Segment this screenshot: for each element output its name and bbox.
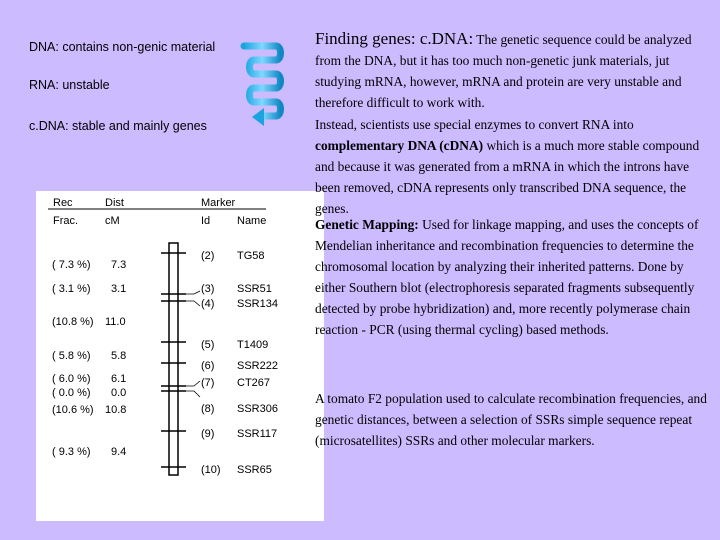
finding-genes-title: Finding genes: c.DNA: — [315, 29, 474, 48]
tomato-body: A tomato F2 population used to calculate recombination frequencies, and genetic distances, between a selection of SSRs simple sequence repeat (microsatellites) SSRs and other molecular markers. — [315, 391, 707, 448]
rec-frac: ( 7.3 %) — [52, 259, 91, 271]
dist-cm: 5.8 — [111, 350, 127, 362]
marker-id: (3) — [201, 283, 215, 295]
dist-cm: 9.4 — [111, 446, 127, 458]
header-id: Id — [201, 215, 211, 227]
marker-name: TG58 — [237, 250, 265, 262]
header-frac: Frac. — [53, 215, 79, 227]
genetic-mapping-body: Used for linkage mapping, and uses the concepts of Mendelian inheritance and recombination frequencies to determine the chromosomal location by analyzing their inherited patterns. Done by either Southern blot (electrophoresis separated fragments subsequently detected by probe hybridization) and, more recently polymerase chain reaction - PCR (using thermal cycling) based methods. — [315, 217, 699, 337]
dna-label: DNA: contains non-genic material — [29, 40, 216, 54]
header-cm: cM — [105, 215, 120, 227]
marker-name: SSR134 — [237, 298, 278, 310]
marker-name: SSR65 — [237, 464, 272, 476]
dist-cm: 7.3 — [111, 259, 127, 271]
cdna-text-a: Instead, scientists use special enzymes to convert RNA into — [315, 117, 634, 132]
rec-frac: ( 0.0 %) — [52, 387, 91, 399]
dist-cm: 0.0 — [111, 387, 127, 399]
marker-name: SSR51 — [237, 283, 272, 295]
rec-frac: ( 9.3 %) — [52, 446, 91, 458]
marker-name: SSR117 — [237, 428, 278, 440]
marker-name: CT267 — [237, 377, 271, 389]
dist-cm: 3.1 — [111, 283, 127, 295]
cdna-term: complementary DNA (cDNA) — [315, 138, 484, 153]
header-dist: Dist — [105, 197, 124, 209]
marker-id: (6) — [201, 360, 215, 372]
rec-frac: (10.8 %) — [52, 316, 94, 328]
rna-label: RNA: unstable — [29, 78, 110, 92]
marker-id: (4) — [201, 298, 215, 310]
rec-frac: ( 3.1 %) — [52, 283, 91, 295]
dist-cm: 10.8 — [105, 404, 127, 416]
marker-name: SSR306 — [237, 403, 278, 415]
marker-id: (8) — [201, 403, 215, 415]
paragraph-finding-genes — [315, 28, 713, 113]
header-rec: Rec — [53, 197, 73, 209]
marker-id: (10) — [201, 464, 221, 476]
linkage-map — [36, 191, 324, 521]
paragraph-genetic-mapping — [315, 214, 713, 340]
header-name: Name — [237, 215, 267, 227]
marker-name: SSR222 — [237, 360, 278, 372]
dist-cm: 6.1 — [111, 373, 127, 385]
chromosome-bar — [169, 243, 178, 475]
genetic-mapping-term: Genetic Mapping: — [315, 217, 419, 232]
header-marker: Marker — [201, 197, 236, 209]
rec-frac: (10.6 %) — [52, 404, 94, 416]
cdna-text-b: which is a much more stable compound and because it was generated from a mRNA in which the introns have been removed, cDNA represents only transcribed DNA sequence, the genes. — [315, 138, 700, 216]
rec-frac: ( 5.8 %) — [52, 350, 91, 362]
cdna-label: c.DNA: stable and mainly genes — [29, 119, 207, 133]
marker-name: T1409 — [237, 339, 269, 351]
curved-arrows-icon — [240, 40, 284, 132]
marker-id: (7) — [201, 377, 215, 389]
marker-id: (5) — [201, 339, 215, 351]
dist-cm: 11.0 — [105, 316, 126, 328]
marker-id: (2) — [201, 250, 215, 262]
paragraph-tomato — [315, 388, 713, 451]
rec-frac: ( 6.0 %) — [52, 373, 91, 385]
marker-id: (9) — [201, 428, 215, 440]
paragraph-cdna — [315, 114, 713, 219]
finding-genes-body: The genetic sequence could be analyzed from the DNA, but it has too much non-genetic junk materials, jut studying mRNA, however, mRNA and protein are very unstable and therefore difficult to work with. — [315, 32, 692, 110]
